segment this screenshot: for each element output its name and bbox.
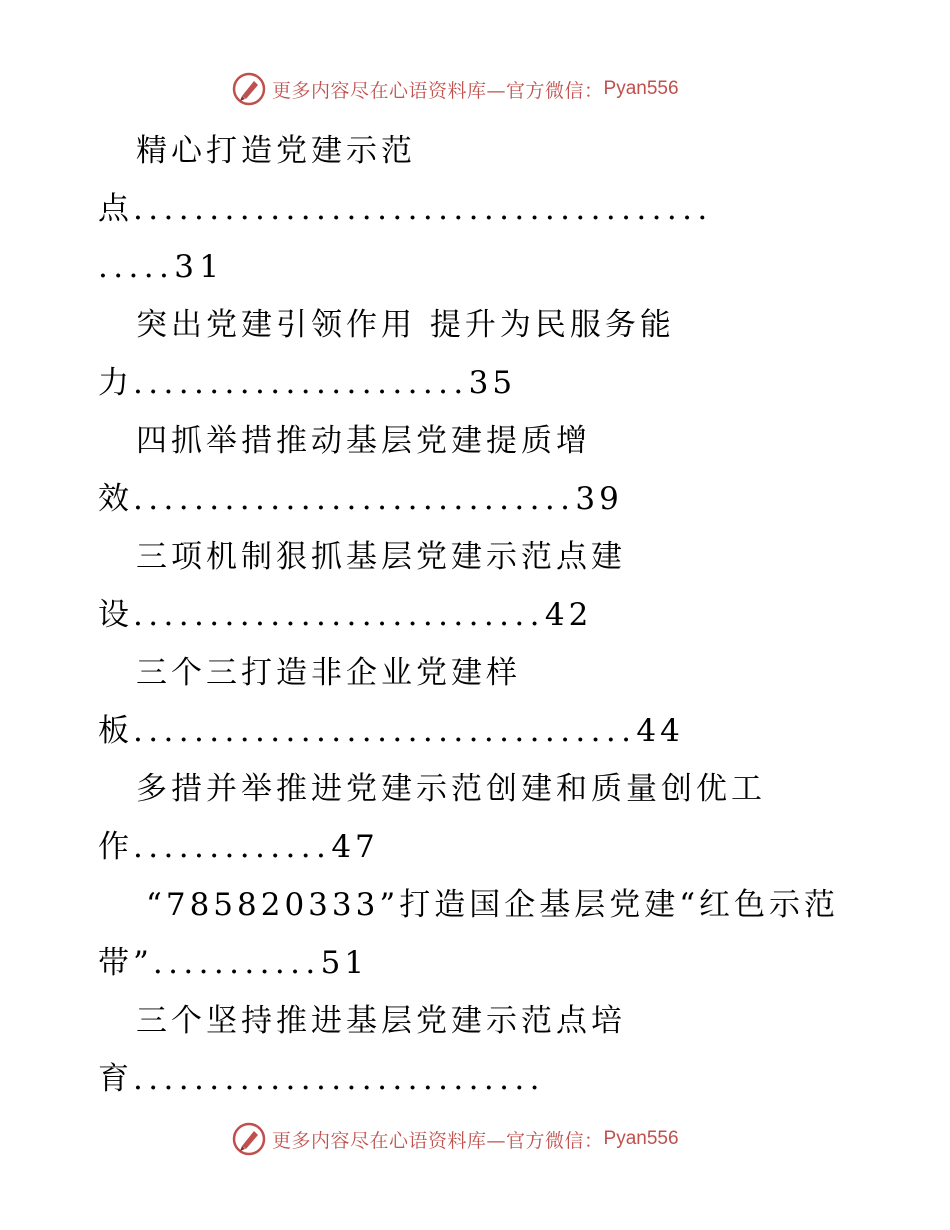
toc-entry[interactable] [98,876,858,992]
toc-entry-title: 三项机制狠抓基层党建示范点建 [136,539,626,575]
footer-text: 更多内容尽在心语资料库—官方微信： [272,1129,604,1152]
header-wechat: Pyan556 [603,78,679,99]
footer-banner [232,1122,679,1156]
table-of-contents [98,122,858,1108]
toc-leader-dots: ............. [133,829,332,865]
toc-page-number: 42 [544,597,593,633]
toc-page-number: 39 [575,481,623,517]
toc-leader-dots: ........... [152,945,321,981]
toc-entry-line: 板.................................44 [98,713,684,749]
toc-entry-title: 四抓举措推动基层党建提质增 [136,423,591,459]
toc-entry[interactable] [98,528,858,644]
toc-entry-line: 设...........................42 [98,597,593,633]
toc-leader-dots: ........................... [133,597,545,633]
pen-logo-icon [232,72,266,106]
footer-wechat: Pyan556 [603,1128,679,1149]
pen-logo-icon [232,1122,266,1156]
toc-entry-line: 育........................... [98,1061,545,1097]
toc-entry[interactable] [98,644,858,760]
toc-page-number: 47 [331,829,379,865]
toc-entry-title: 三个坚持推进基层党建示范点培 [136,1003,626,1039]
toc-entry[interactable] [98,412,858,528]
toc-leader-dots: ............................. [133,481,576,517]
toc-page-number: 35 [468,365,517,401]
toc-entry[interactable] [98,296,858,412]
toc-leader-dots: ...................................... [133,191,713,227]
toc-page-number: 44 [636,713,684,749]
toc-entry-line: 效.............................39 [98,481,623,517]
toc-page-number: 51 [320,945,369,981]
toc-entry-line: .....31 [98,249,225,285]
toc-entry-line: 点...................................... [98,191,713,227]
toc-leader-dots: ........................... [133,1061,545,1097]
toc-entry[interactable] [98,992,858,1108]
toc-entry-title: “785820333”打造国企基层党建“红色示范 [146,887,840,923]
toc-entry-line: 作.............47 [98,829,379,865]
toc-entry[interactable] [98,122,858,296]
header-text: 更多内容尽在心语资料库—官方微信： [272,79,604,102]
toc-leader-dots: ...................... [133,365,469,401]
toc-entry-title: 三个三打造非企业党建样 [136,655,521,691]
toc-leader-dots: ................................. [133,713,637,749]
toc-entry-line: 带”...........51 [98,945,369,981]
toc-entry-title: 精心打造党建示范 [136,133,416,169]
toc-entry-line: 力......................35 [98,365,517,401]
toc-entry[interactable] [98,760,858,876]
toc-entry-title: 多措并举推进党建示范创建和质量创优工 [136,771,766,807]
toc-page-number: 31 [174,249,225,285]
header-banner [232,72,679,106]
toc-entry-title: 突出党建引领作用 提升为民服务能 [136,307,675,343]
